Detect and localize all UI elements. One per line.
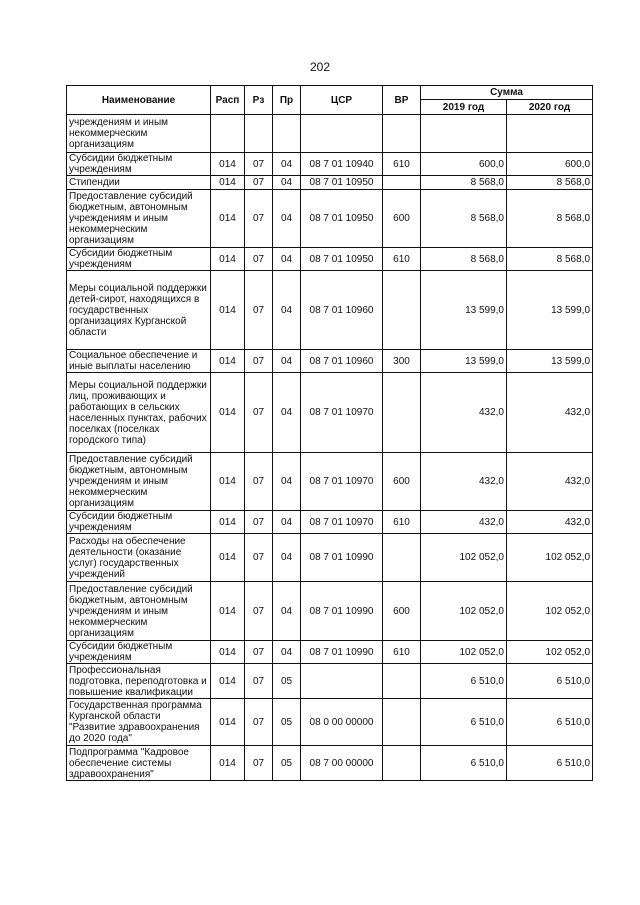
table-row (67, 350, 593, 373)
page-number: 202 (309, 60, 331, 74)
table-row (67, 271, 593, 350)
table-row (67, 153, 593, 176)
row-sum-2019: 6 510,0 (421, 664, 507, 699)
row-pr: 05 (273, 699, 301, 746)
row-csr: 08 7 01 10990 (301, 641, 383, 664)
row-sum-2020: 102 052,0 (507, 641, 593, 664)
row-pr: 04 (273, 453, 301, 511)
row-sum-2020 (507, 115, 593, 153)
row-csr: 08 7 00 00000 (301, 746, 383, 781)
table-row (67, 373, 593, 453)
row-rz (245, 115, 273, 153)
row-pr: 04 (273, 271, 301, 350)
table-row (67, 582, 593, 641)
row-csr: 08 7 01 10950 (301, 176, 383, 190)
header-name: Наименование (67, 86, 211, 115)
row-vr: 610 (383, 511, 421, 534)
header-vr: ВР (383, 86, 421, 115)
row-rz: 07 (245, 373, 273, 453)
table-body (67, 115, 593, 781)
row-sum-2020: 432,0 (507, 453, 593, 511)
row-rasp: 014 (211, 453, 245, 511)
row-vr: 300 (383, 350, 421, 373)
row-rasp: 014 (211, 699, 245, 746)
row-rasp: 014 (211, 190, 245, 248)
header-2020: 2020 год (507, 100, 593, 115)
row-rasp: 014 (211, 534, 245, 582)
row-rasp: 014 (211, 248, 245, 271)
row-sum-2019: 102 052,0 (421, 582, 507, 641)
row-rz: 07 (245, 176, 273, 190)
row-sum-2019: 600,0 (421, 153, 507, 176)
row-sum-2019: 432,0 (421, 373, 507, 453)
row-name: Меры социальной поддержки детей-сирот, находящихся в государственных организациях Курганской области (67, 271, 211, 350)
row-rz: 07 (245, 190, 273, 248)
row-rz: 07 (245, 699, 273, 746)
row-rz: 07 (245, 534, 273, 582)
row-sum-2019 (421, 115, 507, 153)
row-pr: 04 (273, 511, 301, 534)
row-sum-2020: 102 052,0 (507, 582, 593, 641)
row-rasp: 014 (211, 271, 245, 350)
row-name: учреждениям и иным некоммерческим организациям (67, 115, 211, 153)
row-sum-2020: 600,0 (507, 153, 593, 176)
row-name: Подпрограмма "Кадровое обеспечение системы здравоохранения" (67, 746, 211, 781)
row-sum-2020: 8 568,0 (507, 176, 593, 190)
row-vr: 610 (383, 153, 421, 176)
table-row (67, 453, 593, 511)
row-rz: 07 (245, 248, 273, 271)
row-rz: 07 (245, 511, 273, 534)
table-row (67, 534, 593, 582)
row-pr: 04 (273, 534, 301, 582)
row-sum-2020: 432,0 (507, 373, 593, 453)
row-vr (383, 664, 421, 699)
row-csr: 08 7 01 10990 (301, 534, 383, 582)
row-pr: 04 (273, 153, 301, 176)
row-vr (383, 176, 421, 190)
row-sum-2019: 432,0 (421, 511, 507, 534)
row-pr: 04 (273, 582, 301, 641)
row-rz: 07 (245, 350, 273, 373)
row-csr: 08 7 01 10960 (301, 271, 383, 350)
row-rasp: 014 (211, 373, 245, 453)
row-vr: 600 (383, 453, 421, 511)
row-rasp: 014 (211, 582, 245, 641)
row-sum-2020: 8 568,0 (507, 248, 593, 271)
row-rasp (211, 115, 245, 153)
row-name: Профессиональная подготовка, переподготовка и повышение квалификации (67, 664, 211, 699)
row-sum-2020: 6 510,0 (507, 664, 593, 699)
row-rasp: 014 (211, 641, 245, 664)
row-sum-2019: 6 510,0 (421, 746, 507, 781)
row-sum-2020: 8 568,0 (507, 190, 593, 248)
row-name: Предоставление субсидий бюджетным, автономным учреждениям и иным некоммерческим организациям (67, 453, 211, 511)
row-rz: 07 (245, 641, 273, 664)
row-vr (383, 534, 421, 582)
header-csr: ЦСР (301, 86, 383, 115)
row-sum-2019: 432,0 (421, 453, 507, 511)
row-sum-2020: 6 510,0 (507, 699, 593, 746)
row-sum-2020: 13 599,0 (507, 350, 593, 373)
row-vr (383, 115, 421, 153)
table-row (67, 115, 593, 153)
row-csr: 08 7 01 10970 (301, 453, 383, 511)
row-name: Субсидии бюджетным учреждениям (67, 248, 211, 271)
table-row (67, 664, 593, 699)
row-vr (383, 271, 421, 350)
header-sum: Сумма (421, 86, 593, 100)
header-rz: Рз (245, 86, 273, 115)
row-pr: 05 (273, 664, 301, 699)
row-rz: 07 (245, 664, 273, 699)
row-csr (301, 115, 383, 153)
row-rz: 07 (245, 746, 273, 781)
row-sum-2019: 102 052,0 (421, 641, 507, 664)
row-pr (273, 115, 301, 153)
row-pr: 04 (273, 248, 301, 271)
table-row (67, 190, 593, 248)
row-rz: 07 (245, 153, 273, 176)
row-pr: 04 (273, 190, 301, 248)
header-pr: Пр (273, 86, 301, 115)
row-sum-2019: 8 568,0 (421, 248, 507, 271)
table-row (67, 699, 593, 746)
row-name: Предоставление субсидий бюджетным, автономным учреждениям и иным некоммерческим организациям (67, 190, 211, 248)
row-sum-2020: 6 510,0 (507, 746, 593, 781)
row-rz: 07 (245, 271, 273, 350)
row-rasp: 014 (211, 176, 245, 190)
row-name: Меры социальной поддержки лиц, проживающих и работающих в сельских населенных пунктах, рабочих поселках (поселках городского типа) (67, 373, 211, 453)
row-name: Предоставление субсидий бюджетным, автономным учреждениям и иным некоммерческим организациям (67, 582, 211, 641)
row-name: Государственная программа Курганской области "Развитие здравоохранения до 2020 года" (67, 699, 211, 746)
row-rasp: 014 (211, 350, 245, 373)
budget-table (66, 85, 593, 781)
row-name: Субсидии бюджетным учреждениям (67, 153, 211, 176)
row-rasp: 014 (211, 746, 245, 781)
row-vr: 600 (383, 190, 421, 248)
header-2019: 2019 год (421, 100, 507, 115)
row-vr: 610 (383, 641, 421, 664)
row-csr (301, 664, 383, 699)
row-sum-2020: 432,0 (507, 511, 593, 534)
row-sum-2020: 102 052,0 (507, 534, 593, 582)
row-sum-2019: 6 510,0 (421, 699, 507, 746)
row-csr: 08 7 01 10960 (301, 350, 383, 373)
table-row (67, 511, 593, 534)
row-name: Расходы на обеспечение деятельности (оказание услуг) государственных учреждений (67, 534, 211, 582)
row-rasp: 014 (211, 511, 245, 534)
row-sum-2020: 13 599,0 (507, 271, 593, 350)
header-row (67, 86, 593, 100)
table-row (67, 746, 593, 781)
row-vr: 610 (383, 248, 421, 271)
row-name: Субсидии бюджетным учреждениям (67, 511, 211, 534)
row-vr (383, 699, 421, 746)
row-sum-2019: 8 568,0 (421, 176, 507, 190)
row-pr: 04 (273, 176, 301, 190)
row-csr: 08 7 01 10940 (301, 153, 383, 176)
row-pr: 04 (273, 373, 301, 453)
row-csr: 08 7 01 10970 (301, 373, 383, 453)
header-rasp: Расп (211, 86, 245, 115)
row-csr: 08 7 01 10950 (301, 248, 383, 271)
row-sum-2019: 13 599,0 (421, 350, 507, 373)
row-pr: 05 (273, 746, 301, 781)
table-row (67, 641, 593, 664)
row-rasp: 014 (211, 664, 245, 699)
row-sum-2019: 8 568,0 (421, 190, 507, 248)
row-csr: 08 7 01 10990 (301, 582, 383, 641)
row-sum-2019: 102 052,0 (421, 534, 507, 582)
row-vr (383, 373, 421, 453)
row-pr: 04 (273, 350, 301, 373)
table-row (67, 176, 593, 190)
row-name: Стипендии (67, 176, 211, 190)
row-name: Социальное обеспечение и иные выплаты населению (67, 350, 211, 373)
row-csr: 08 7 01 10970 (301, 511, 383, 534)
table-row (67, 248, 593, 271)
row-rz: 07 (245, 582, 273, 641)
row-csr: 08 0 00 00000 (301, 699, 383, 746)
row-csr: 08 7 01 10950 (301, 190, 383, 248)
row-sum-2019: 13 599,0 (421, 271, 507, 350)
row-name: Субсидии бюджетным учреждениям (67, 641, 211, 664)
row-pr: 04 (273, 641, 301, 664)
row-rasp: 014 (211, 153, 245, 176)
row-rz: 07 (245, 453, 273, 511)
row-vr: 600 (383, 582, 421, 641)
row-vr (383, 746, 421, 781)
